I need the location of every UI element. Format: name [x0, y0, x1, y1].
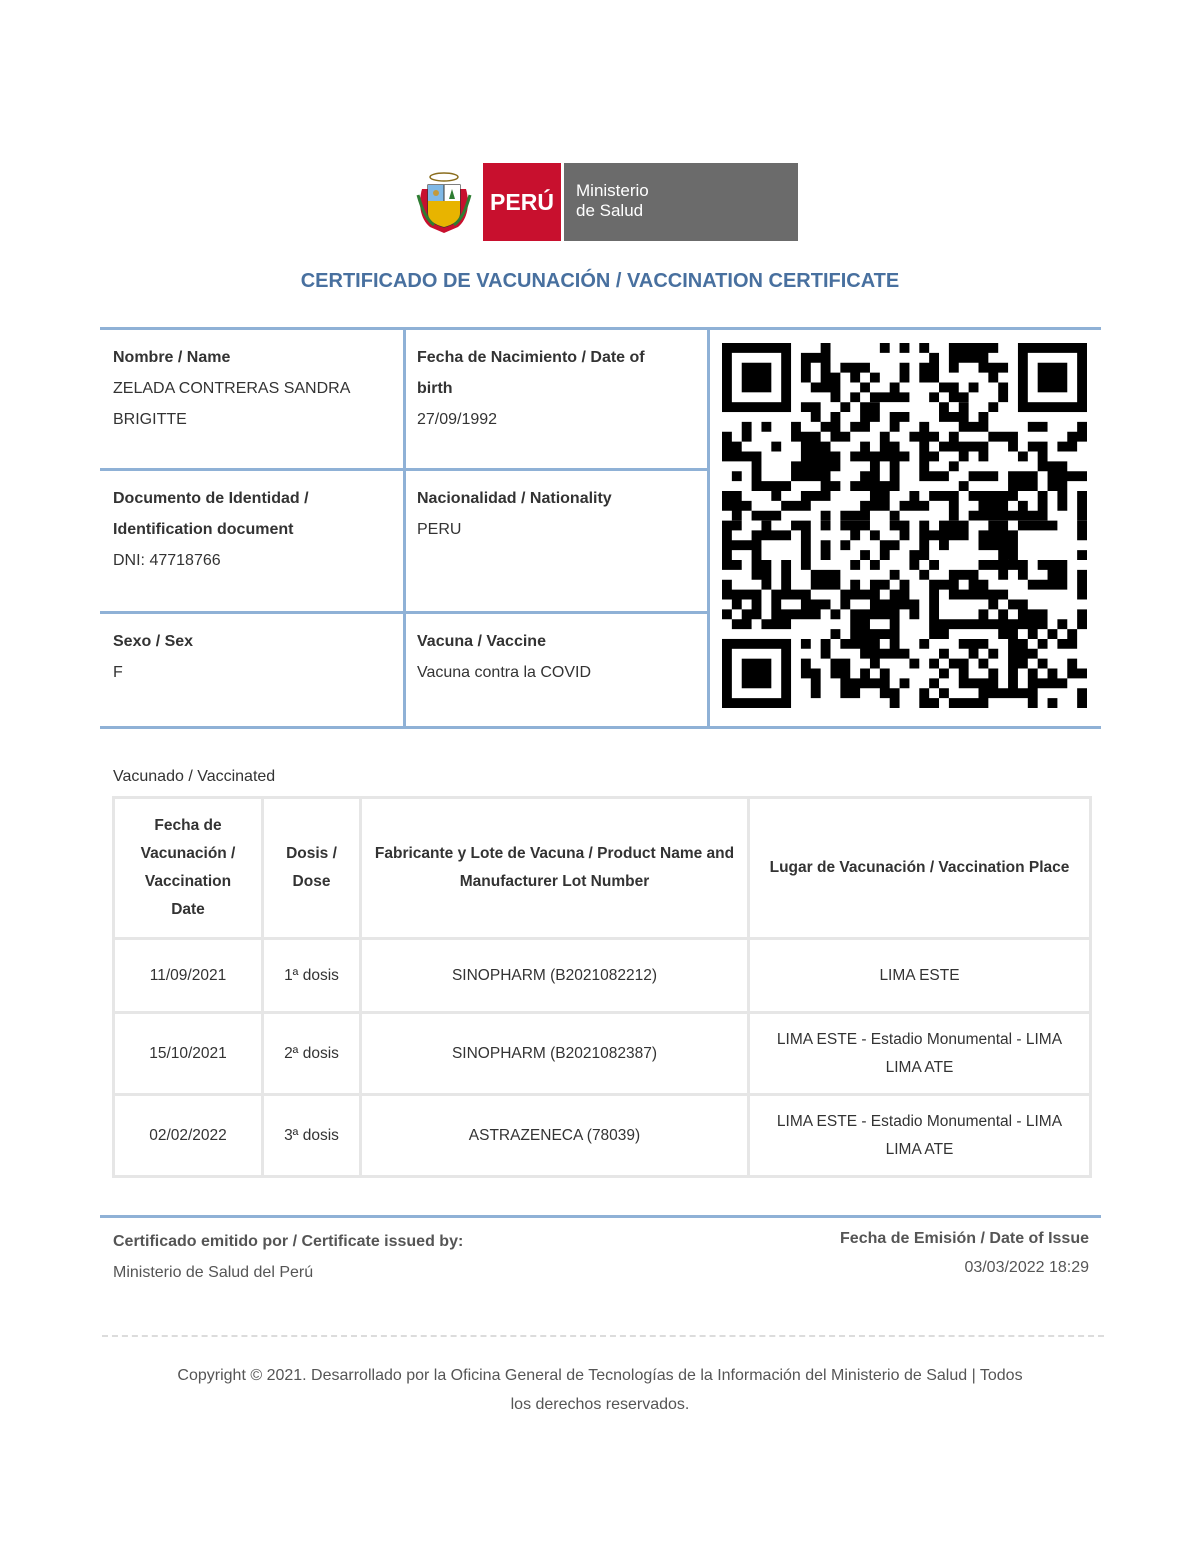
name-label: Nombre / Name: [113, 349, 231, 366]
document-label-line-2: Identification document: [113, 521, 294, 538]
table-header-row: [114, 798, 1091, 939]
col-header-place: Lugar de Vacunación / Vaccination Place: [749, 798, 1091, 939]
nationality-label: Nacionalidad / Nationality: [417, 490, 612, 507]
cell-dose: 3ª dosis: [263, 1095, 361, 1177]
grid-rule-top: [100, 327, 1101, 330]
vaccinated-label: Vacunado / Vaccinated: [113, 768, 276, 785]
grid-rule-col-2: [707, 329, 710, 728]
footer-rule: [100, 1215, 1101, 1218]
vaccination-table: [112, 796, 1092, 1178]
peru-label: PERÚ: [490, 188, 554, 215]
document-label-line-1: Documento de Identidad /: [113, 490, 309, 507]
copyright-line-2: los derechos reservados.: [510, 1396, 690, 1413]
sex-label: Sexo / Sex: [113, 633, 194, 650]
dob-label-line-1: Fecha de Nacimiento / Date of: [417, 349, 645, 366]
name-value-line-2: BRIGITTE: [113, 411, 187, 428]
table-row: [114, 939, 1091, 1013]
qr-finder-pattern: [727, 644, 786, 703]
ministry-logo: [416, 163, 798, 241]
cell-date: 11/09/2021: [114, 939, 263, 1013]
cell-product: SINOPHARM (B2021082212): [361, 939, 749, 1013]
cell-dose: 1ª dosis: [263, 939, 361, 1013]
qr-code-icon: [722, 343, 1087, 708]
ministry-line-1: Ministerio: [576, 181, 649, 200]
grid-rule-bottom: [100, 726, 1101, 729]
issued-by-label: Certificado emitido por / Certificate issued by:: [113, 1233, 464, 1250]
peru-brand-box: [483, 163, 561, 241]
table-row: [114, 1095, 1091, 1177]
name-value-line-1: ZELADA CONTRERAS SANDRA: [113, 380, 351, 397]
cell-product: SINOPHARM (B2021082387): [361, 1013, 749, 1095]
sex-value: F: [113, 664, 123, 681]
qr-modules: [722, 343, 1087, 708]
copyright-line-1: Copyright © 2021. Desarrollado por la Oficina General de Tecnologías de la Información del Ministerio de Salud | Todos: [177, 1367, 1023, 1384]
nationality-value: PERU: [417, 521, 462, 538]
page-title: CERTIFICADO DE VACUNACIÓN / VACCINATION CERTIFICATE: [300, 270, 900, 292]
dashed-divider: [102, 1335, 1104, 1337]
cell-dose: 2ª dosis: [263, 1013, 361, 1095]
issue-date-value: 03/03/2022 18:29: [964, 1259, 1089, 1276]
col-header-dose: Dosis / Dose: [263, 798, 361, 939]
grid-rule-col-1: [403, 329, 406, 728]
dob-value: 27/09/1992: [417, 411, 498, 428]
table-row: [114, 1013, 1091, 1095]
cell-product: ASTRAZENECA (78039): [361, 1095, 749, 1177]
vaccine-value: Vacuna contra la COVID: [417, 664, 592, 681]
issued-by-value: Ministerio de Salud del Perú: [113, 1264, 314, 1281]
cell-place: LIMA ESTE - Estadio Monumental - LIMA LIMA ATE: [749, 1095, 1091, 1177]
col-header-product: Fabricante y Lote de Vacuna / Product Name and Manufacturer Lot Number: [361, 798, 749, 939]
qr-finder-pattern: [1023, 348, 1082, 407]
document-value: DNI: 47718766: [113, 552, 221, 569]
cell-date: 02/02/2022: [114, 1095, 263, 1177]
coat-of-arms-icon: [416, 169, 472, 235]
cell-place: LIMA ESTE - Estadio Monumental - LIMA LIMA ATE: [749, 1013, 1091, 1095]
issue-date-label: Fecha de Emisión / Date of Issue: [840, 1230, 1089, 1247]
cell-date: 15/10/2021: [114, 1013, 263, 1095]
dob-label-line-2: birth: [417, 380, 453, 397]
ministry-line-2: de Salud: [576, 201, 644, 220]
copyright-notice: [100, 1361, 1100, 1419]
vaccine-label: Vacuna / Vaccine: [417, 633, 546, 650]
col-header-date: Fecha de Vacunación / Vaccination Date: [114, 798, 263, 939]
qr-finder-pattern: [727, 348, 786, 407]
ministry-brand-box: [564, 163, 798, 241]
cell-place: LIMA ESTE: [749, 939, 1091, 1013]
